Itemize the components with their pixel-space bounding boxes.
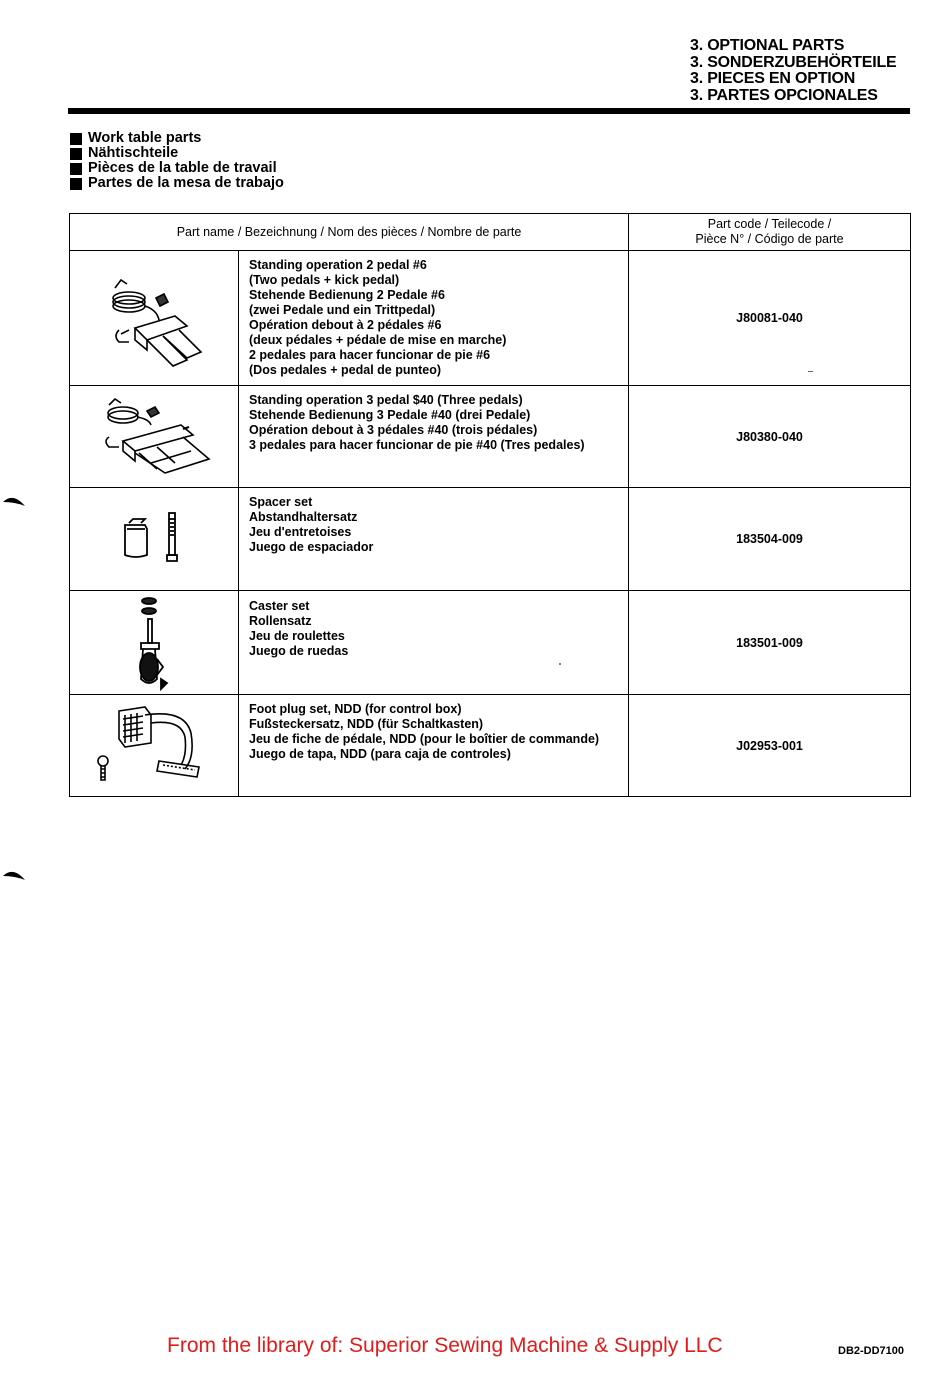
part-code-cell: J80081-040 [629,251,911,386]
part-name-header: Part name / Bezeichnung / Nom des pièces / Nombre de parte [70,214,629,251]
part-code-header-line2: Pièce N° / Código de parte [695,232,844,246]
table-row [70,695,911,797]
binder-hole-mark-icon [2,494,28,508]
binder-hole-mark-icon [2,868,28,882]
part-name-line: 3 pedales para hacer funcionar de pie #40 (Tres pedales) [249,437,585,452]
bullet-square-icon [70,148,82,160]
part-image-cell [70,386,239,488]
part-name-line: Stehende Bedienung 2 Pedale #6 [249,288,445,302]
caster-set-icon [129,595,179,691]
part-name-line: Foot plug set, NDD (for control box) [249,701,462,716]
two-pedal-unit-icon [99,268,209,368]
part-name-line: Standing operation 3 pedal $40 (Three pedals) [249,392,523,407]
spacer-set-icon [109,509,199,569]
part-image-cell [70,488,239,591]
part-name-line: Jeu de fiche de pédale, NDD (pour le boîtier de commande) [249,731,600,746]
part-name-line: Rollensatz [249,613,312,628]
part-name-cell [239,488,629,591]
parts-table [69,213,911,797]
section-title-fr-line [70,161,284,176]
part-code-cell: 183504-009 [629,488,911,591]
part-code-cell: J02953-001 [629,695,911,797]
section-title-de-line [70,146,284,161]
chapter-title-fr: 3. PIECES EN OPTION [690,70,856,87]
chapter-title-en: 3. OPTIONAL PARTS [690,37,845,54]
section-title-en: Work table parts [88,130,202,146]
header-rule [68,108,910,114]
part-name-line: Standing operation 2 pedal #6 [249,258,427,272]
section-title-es-line [70,176,284,191]
table-row [70,386,911,488]
part-name-line: Opération debout à 3 pédales #40 (trois pédales) [249,422,538,437]
part-code-header-line1: Part code / Teilecode / [707,217,832,231]
chapter-titles [690,38,897,104]
scan-speck [559,663,561,665]
foot-plug-set-icon [89,703,219,789]
part-name-line: Juego de tapa, NDD (para caja de controles) [249,746,511,761]
scan-speck [808,371,813,372]
document-code: DB2-DD7100 [838,1345,905,1357]
library-watermark: From the library of: Superior Sewing Machine & Supply LLC [167,1334,723,1357]
section-titles [70,131,284,191]
section-title-fr: Pièces de la table de travail [88,160,277,176]
part-name-line: Jeu de roulettes [249,628,345,643]
section-title-en-line [70,131,284,146]
part-name-line: Caster set [249,598,310,613]
part-name-line: Spacer set [249,495,313,509]
part-name-line: Opération debout à 2 pédales #6 [249,318,442,332]
part-name-line: Abstandhaltersatz [249,510,358,524]
part-code-header [629,214,911,251]
part-image-cell [70,695,239,797]
section-title-es: Partes de la mesa de trabajo [88,175,284,191]
part-name-line: Juego de ruedas [249,643,349,658]
section-title-de: Nähtischteile [88,145,179,161]
three-pedal-unit-icon [95,397,213,477]
part-name-cell [239,251,629,386]
part-code-cell: 183501-009 [629,591,911,695]
chapter-title-es: 3. PARTES OPCIONALES [690,86,878,104]
table-header-row [70,214,911,251]
part-name-line: (Dos pedales + pedal de punteo) [249,363,442,377]
part-name-cell [239,591,629,695]
table-row [70,591,911,695]
part-code-cell: J80380-040 [629,386,911,488]
part-name-line: 2 pedales para hacer funcionar de pie #6 [249,348,491,362]
bullet-square-icon [70,163,82,175]
part-name-line: (deux pédales + pédale de mise en marche) [249,333,507,347]
bullet-square-icon [70,133,82,145]
part-image-cell [70,591,239,695]
part-name-line: Stehende Bedienung 3 Pedale #40 (drei Pedale) [249,407,531,422]
part-name-line: Fußsteckersatz, NDD (für Schaltkasten) [249,716,484,731]
part-name-cell [239,386,629,488]
part-name-line: (Two pedals + kick pedal) [249,273,400,287]
part-name-line: Juego de espaciador [249,540,374,554]
part-name-cell [239,695,629,797]
bullet-square-icon [70,178,82,190]
chapter-title-de: 3. SONDERZUBEHÖRTEILE [690,53,897,71]
table-row [70,488,911,591]
part-name-line: (zwei Pedale und ein Trittpedal) [249,303,436,317]
table-row [70,251,911,386]
part-image-cell [70,251,239,386]
part-name-line: Jeu d'entretoises [249,525,352,539]
